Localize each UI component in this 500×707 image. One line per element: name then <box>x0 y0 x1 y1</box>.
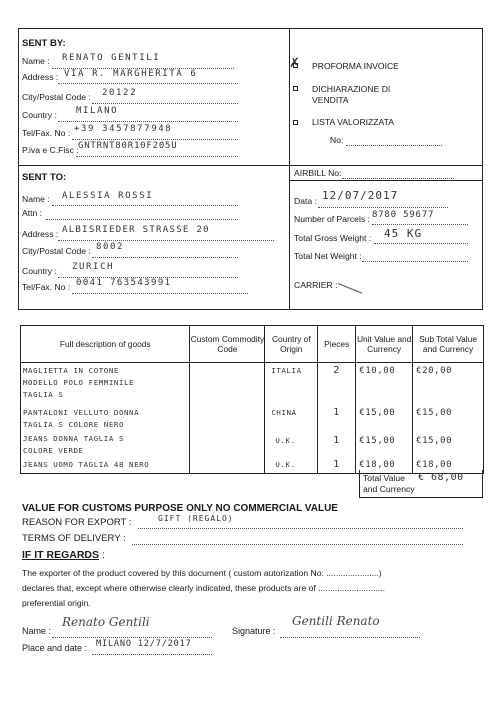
sender-vat-label: P.iva e C.Fisc : <box>22 145 79 155</box>
sender-heading: SENT BY: <box>22 38 66 49</box>
terms-label: TERMS OF DELIVERY : <box>22 533 126 544</box>
total-value[interactable]: € 68,00 <box>418 472 464 483</box>
recipient-name-label: Name : <box>22 194 50 204</box>
recipient-tel-line <box>72 292 248 294</box>
sender-city-label: City/Postal Code : <box>22 92 91 102</box>
regards-heading-suffix: : <box>101 549 105 561</box>
sender-country-label: Country : <box>22 110 57 120</box>
airbill-label: AIRBILL No: <box>294 168 342 178</box>
sender-city-value[interactable]: 20122 <box>102 88 138 98</box>
header-subtotal: Sub Total Value and Currency <box>413 326 484 363</box>
description-cell[interactable] <box>21 363 190 474</box>
recipient-name-line <box>52 204 238 206</box>
total-label-2: and Currency <box>363 484 415 494</box>
header-pieces: Pieces <box>318 326 356 363</box>
sender-city-line <box>92 102 238 104</box>
recipient-heading: SENT TO: <box>22 172 67 183</box>
recipient-address-label: Address : <box>22 229 59 239</box>
terms-line <box>132 543 463 545</box>
lista-label: LISTA VALORIZZATA <box>312 117 394 127</box>
sender-country-line <box>58 120 238 122</box>
place-date-line <box>92 653 212 655</box>
reason-value[interactable]: GIFT (REGALO) <box>158 514 234 523</box>
commodity-cell[interactable] <box>190 363 265 474</box>
sign-name-value[interactable]: Renato Gentili <box>62 615 150 629</box>
header-description: Full description of goods <box>21 326 190 363</box>
recipient-tel-value[interactable]: 0041 763543991 <box>76 278 172 288</box>
sender-tel-label: Tel/Fax. No : <box>22 128 71 138</box>
row3-origin: U.K. <box>275 436 296 445</box>
recipient-attn-label: Attn : <box>22 208 43 218</box>
airbill-divider <box>289 180 483 181</box>
recipient-city-label: City/Postal Code : <box>22 246 91 256</box>
recipient-country-value[interactable]: ZURICH <box>72 262 115 272</box>
dichiarazione-checkbox[interactable] <box>293 86 298 91</box>
recipient-city-line <box>92 256 238 258</box>
sender-tel-line <box>72 138 238 140</box>
header-origin: Country of Origin <box>265 326 318 363</box>
dichiarazione-label-2: VENDITA <box>312 95 349 105</box>
date-value[interactable]: 12/07/2017 <box>322 189 399 202</box>
sign-name-line <box>52 636 212 638</box>
place-date-value[interactable]: MILANO 12/7/2017 <box>96 639 192 649</box>
gross-weight-label: Total Gross Weight : <box>294 233 372 243</box>
net-weight-label: Total Net Weight : <box>294 251 362 261</box>
sender-vat-line <box>76 155 238 157</box>
subtotal-cell[interactable] <box>413 363 484 474</box>
sender-name-label: Name : <box>22 56 50 66</box>
parcels-value[interactable]: 8780 59677 <box>372 210 435 220</box>
signature-label: Signature : <box>232 626 276 636</box>
row4-origin: U.K. <box>275 460 296 469</box>
recipient-address-value[interactable]: ALBISRIEDER STRASSE 20 <box>62 225 210 235</box>
total-label-1: Total Value <box>363 473 405 483</box>
row4-desc-line1: JEANS UOMO TAGLIA 48 NERO <box>23 460 150 469</box>
row3-pieces: 1 <box>333 435 340 446</box>
net-weight-line <box>362 260 468 262</box>
regards-line-3: preferential origin. <box>22 598 91 608</box>
goods-body-row <box>21 363 484 474</box>
lista-no-line <box>346 144 442 146</box>
sender-address-value[interactable]: VIA R. MARGHERITA 6 <box>64 69 198 79</box>
recipient-tel-label: Tel/Fax. No : <box>22 282 71 292</box>
row1-pieces: 2 <box>333 365 340 376</box>
carrier-label: CARRIER : <box>294 280 338 290</box>
airbill-line <box>342 177 454 179</box>
row1-desc-line2: MODELLO POLO FEMMINILE <box>23 378 135 387</box>
row4-subtotal: €18,00 <box>416 460 453 470</box>
customs-heading: VALUE FOR CUSTOMS PURPOSE ONLY NO COMMERCIAL VALUE <box>22 503 338 514</box>
parcels-label: Number of Parcels : <box>294 214 370 224</box>
row2-unit: €15,00 <box>359 408 396 418</box>
sender-address-label: Address : <box>22 72 59 82</box>
row3-desc-line2: COLORE VERDE <box>23 446 84 455</box>
row1-origin: ITALIA <box>271 366 302 375</box>
sender-tel-value[interactable]: +39 3457877948 <box>74 124 173 134</box>
row1-subtotal: €20,00 <box>416 366 453 376</box>
gross-weight-value[interactable]: 45 KG <box>384 227 423 240</box>
goods-header-row <box>21 326 484 363</box>
row1-desc-line1: MAGLIETTA IN COTONE <box>23 366 119 375</box>
regards-heading-wrap <box>22 549 105 561</box>
signature-line <box>280 636 420 638</box>
gross-weight-line <box>374 242 468 244</box>
sender-address-line <box>58 82 238 84</box>
header-unit-value: Unit Value and Currency <box>356 326 413 363</box>
recipient-country-label: Country : <box>22 266 57 276</box>
reason-line <box>138 527 463 529</box>
date-label: Data : <box>294 196 317 206</box>
row3-unit: €15,00 <box>359 436 396 446</box>
sender-country-value[interactable]: MILANO <box>76 106 119 116</box>
row3-subtotal: €15,00 <box>416 436 453 446</box>
unit-value-cell[interactable] <box>356 363 413 474</box>
pieces-cell[interactable] <box>318 363 356 474</box>
origin-cell[interactable] <box>265 363 318 474</box>
row2-desc-line2: TAGLIA S COLORE NERO <box>23 420 124 429</box>
place-date-label: Place and date : <box>22 643 88 653</box>
recipient-attn-line <box>46 218 238 220</box>
sender-name-value[interactable]: RENATO GENTILI <box>62 53 161 63</box>
row2-desc-line1: PANTALONI VELLUTO DONNA <box>23 408 140 417</box>
row2-pieces: 1 <box>333 407 340 418</box>
proforma-check-mark: ✗ <box>289 55 300 70</box>
regards-line-1: The exporter of the product covered by this document ( custom autorization No: ......................) <box>22 568 382 578</box>
dichiarazione-label-1: DICHIARAZIONE DI <box>312 84 391 94</box>
row1-desc-line3: TAGLIA S <box>23 390 64 399</box>
row1-unit: €10,00 <box>359 366 396 376</box>
sign-name-label: Name : <box>22 626 52 636</box>
date-line <box>318 206 448 208</box>
sender-vat-value[interactable]: GNTRNT80R10F205U <box>78 141 178 151</box>
signature-value[interactable]: Gentili Renato <box>292 614 380 628</box>
row2-origin: CHINA <box>271 408 297 417</box>
recipient-address-line <box>58 239 274 241</box>
recipient-name-value[interactable]: ALESSIA ROSSI <box>62 191 154 201</box>
recipient-city-value[interactable]: 8002 <box>96 242 125 252</box>
lista-checkbox[interactable] <box>293 120 298 125</box>
row4-unit: €18,00 <box>359 460 396 470</box>
reason-label: REASON FOR EXPORT : <box>22 517 132 528</box>
proforma-label: PROFORMA INVOICE <box>312 61 399 71</box>
parcels-line <box>372 223 468 225</box>
regards-heading: IF IT REGARDS <box>22 549 100 561</box>
lista-no-label: No: <box>330 135 344 145</box>
regards-line-2: declares that, except where otherwise clearly indicated, these products are of ............................ <box>22 583 386 593</box>
goods-table <box>20 325 484 474</box>
row3-desc-line1: JEANS DONNA TAGLIA S <box>23 434 124 443</box>
row2-subtotal: €15,00 <box>416 408 453 418</box>
header-commodity-code: Custom Commodity Code <box>190 326 265 363</box>
row4-pieces: 1 <box>333 459 340 470</box>
